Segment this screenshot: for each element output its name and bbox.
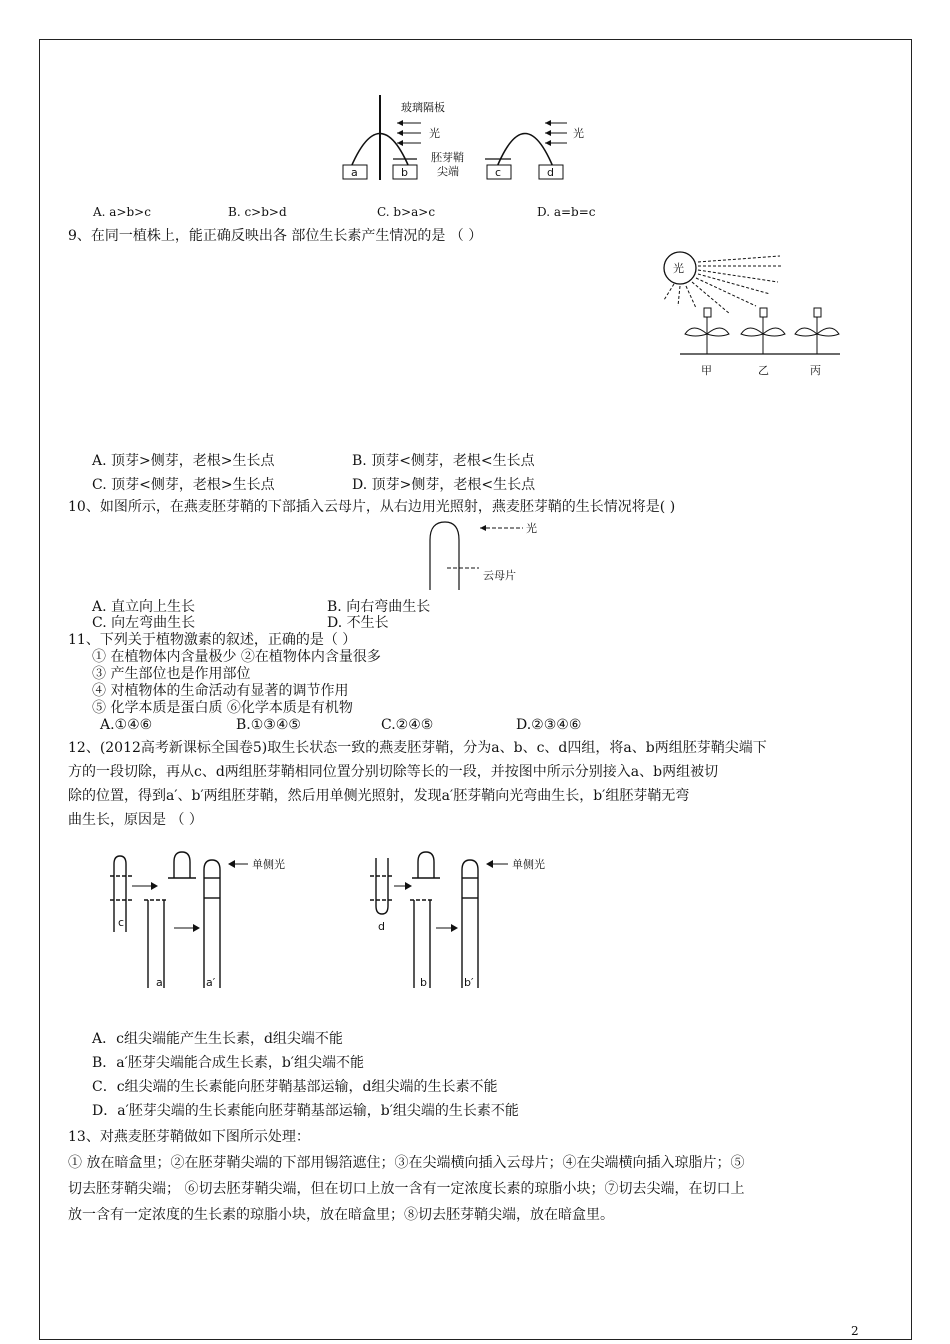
q9-option-c[interactable]: C. 顶芽<侧芽，老根>生长点 <box>92 477 275 493</box>
q13-line-3: 放一含有一定浓度的生长素的琼脂小块，放在暗盒里；⑧切去胚芽鞘尖端，放在暗盒里。 <box>68 1207 614 1223</box>
q13-stem: 13、对燕麦胚芽鞘做如下图所示处理： <box>68 1129 310 1145</box>
q8-figure <box>335 95 595 185</box>
q12-label-a-prime: a′ <box>206 976 216 989</box>
q11-line-3: ④ 对植物体的生命活动有显著的调节作用 <box>92 683 349 699</box>
plant-yi: 乙 <box>758 364 769 377</box>
q11-option-b[interactable]: B.①③④⑤ <box>236 717 301 733</box>
q12-label-b-prime: b′ <box>464 976 474 989</box>
q12-label-c: c <box>118 916 125 929</box>
q8-option-c[interactable]: C. b>a>c <box>377 205 436 219</box>
q10-option-c[interactable]: C. 向左弯曲生长 <box>92 615 196 631</box>
q12-option-c[interactable]: C．c组尖端的生长素能向胚芽鞘基部运输，d组尖端的生长素不能 <box>92 1079 498 1095</box>
q10-option-a[interactable]: A. 直立向上生长 <box>92 599 196 615</box>
q12-line-1: 12、(2012高考新课标全国卷5)取生长状态一致的燕麦胚芽鞘，分为a、b、c、d四组，将a、b两组胚芽鞘尖端下 <box>68 740 767 756</box>
q12-label-b: b <box>420 976 427 989</box>
q12-line-4: 曲生长，原因是 （ ） <box>68 812 203 828</box>
q12-figure-right <box>368 850 598 995</box>
q12-option-a[interactable]: A．c组尖端能产生生长素，d组尖端不能 <box>92 1031 343 1047</box>
q12-label-d: d <box>378 920 385 933</box>
q10-option-d[interactable]: D. 不生长 <box>327 615 389 631</box>
q11-option-d[interactable]: D.②③④⑥ <box>516 717 582 733</box>
q9-figure <box>660 248 860 388</box>
q12-option-d[interactable]: D．a′胚芽尖端的生长素能向胚芽鞘基部运输，b′组尖端的生长素不能 <box>92 1103 519 1119</box>
q10-mica-label: 云母片 <box>483 569 516 582</box>
coleoptile-label: 胚芽鞘 <box>431 151 464 164</box>
q10-figure <box>425 520 555 590</box>
sun-label: 光 <box>673 262 684 275</box>
q12-option-b[interactable]: B．a′胚芽尖端能合成生长素，b′组尖端不能 <box>92 1055 364 1071</box>
q10-option-b[interactable]: B. 向右弯曲生长 <box>327 599 431 615</box>
block-c: c <box>495 166 502 179</box>
block-b: b <box>401 166 408 179</box>
q13-line-1: ① 放在暗盒里；②在胚芽鞘尖端的下部用锡箔遮住；③在尖端横向插入云母片；④在尖端横向插入琼脂片；⑤ <box>68 1155 745 1171</box>
q12-label-a: a <box>156 976 163 989</box>
block-d: d <box>547 166 554 179</box>
plant-jia: 甲 <box>701 364 712 377</box>
block-a: a <box>351 166 358 179</box>
glass-label: 玻璃隔板 <box>401 101 445 114</box>
q11-stem: 11、下列关于植物激素的叙述，正确的是（ ） <box>68 632 357 648</box>
q8-option-d[interactable]: D. a=b=c <box>537 205 596 219</box>
q12-right-light: 单侧光 <box>512 858 545 871</box>
plant-bing: 丙 <box>810 364 821 377</box>
q11-option-c[interactable]: C.②④⑤ <box>381 717 434 733</box>
tip-label: 尖端 <box>437 165 459 178</box>
q8-option-b[interactable]: B. c>b>d <box>228 205 287 219</box>
q9-option-b[interactable]: B. 顶芽<侧芽，老根<生长点 <box>352 453 535 469</box>
q11-line-1: ① 在植物体内含量极少 ②在植物体内含量很多 <box>92 649 381 665</box>
q13-line-2: 切去胚芽鞘尖端； ⑥切去胚芽鞘尖端，但在切口上放一含有一定浓度长素的琼脂小块；⑦切去尖端，在切口上 <box>68 1181 745 1197</box>
q12-figure-left <box>108 850 338 995</box>
q12-left-light: 单侧光 <box>252 858 285 871</box>
q12-line-2: 方的一段切除，再从c、d两组胚芽鞘相同位置分别切除等长的一段，并按图中所示分别接入a、b两组被切 <box>68 764 719 780</box>
page-number: 2 <box>851 1324 859 1338</box>
q10-light-label: 光 <box>526 522 537 535</box>
q11-line-4: ⑤ 化学本质是蛋白质 ⑥化学本质是有机物 <box>92 700 353 716</box>
q11-line-2: ③ 产生部位也是作用部位 <box>92 666 251 682</box>
light-label-1: 光 <box>429 127 440 140</box>
q9-stem: 9、在同一植株上，能正确反映出各 部位生长素产生情况的是 （ ） <box>68 228 483 244</box>
q12-line-3: 除的位置，得到a′、b′两组胚芽鞘，然后用单侧光照射，发现a′胚芽鞘向光弯曲生长，b′组胚芽鞘无弯 <box>68 788 690 804</box>
q9-option-a[interactable]: A. 顶芽>侧芽，老根>生长点 <box>92 453 275 469</box>
q8-option-a[interactable]: A. a>b>c <box>93 205 151 219</box>
q11-option-a[interactable]: A.①④⑥ <box>100 717 153 733</box>
q10-stem: 10、如图所示，在燕麦胚芽鞘的下部插入云母片，从右边用光照射，燕麦胚芽鞘的生长情况将是( ) <box>68 499 676 515</box>
light-label-2: 光 <box>573 127 584 140</box>
q9-option-d[interactable]: D. 顶芽>侧芽，老根<生长点 <box>352 477 536 493</box>
